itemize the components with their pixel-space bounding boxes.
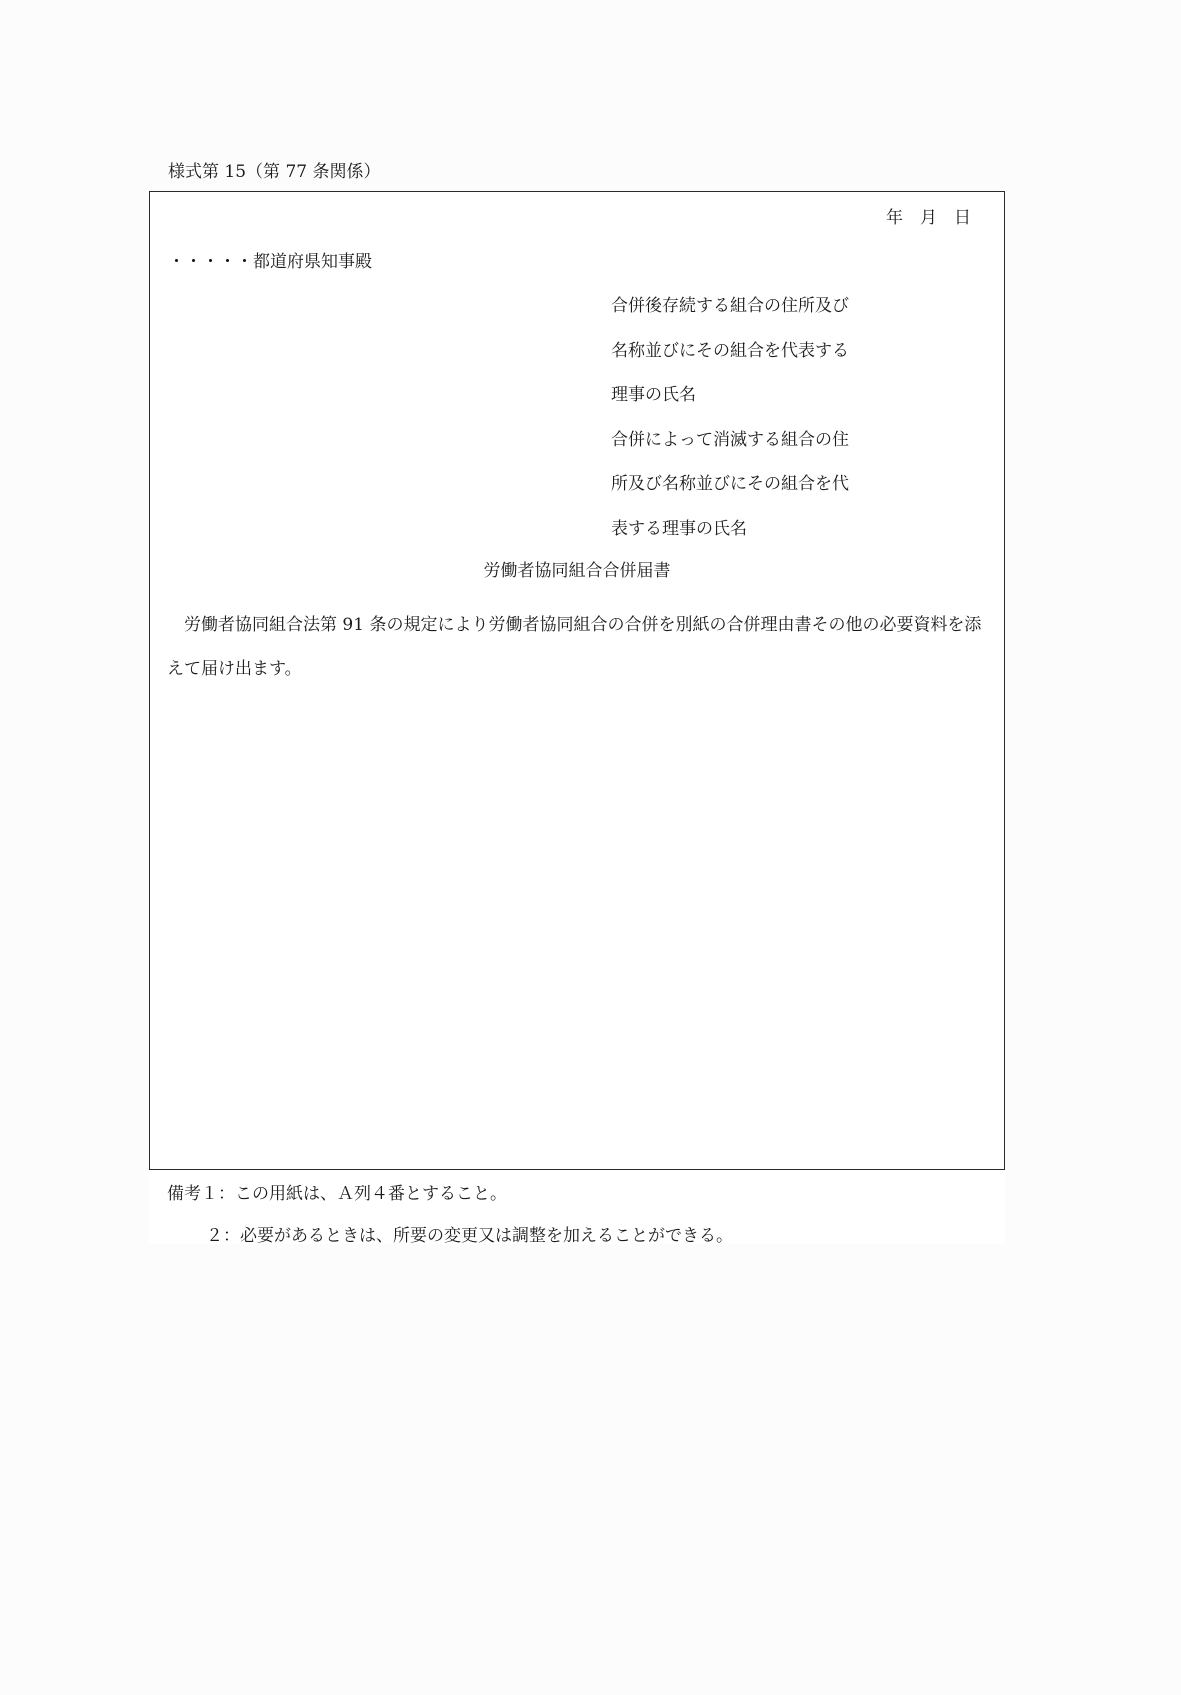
document-title: 労働者協同組合合併届書 [483, 561, 671, 581]
applicant-line: 理事の氏名 [611, 385, 696, 405]
form-frame [149, 191, 1005, 1170]
notes-section [149, 1170, 1005, 1244]
applicant-block [611, 294, 971, 561]
form-number: 様式第 15（第 77 条関係） [168, 162, 381, 182]
applicant-line: 合併によって消滅する組合の住 [611, 429, 849, 450]
applicant-line: 名称並びにその組合を代表する [611, 340, 849, 361]
note-line: 備考１：この用紙は、Ａ列４番とすること。 [167, 1184, 507, 1204]
applicant-line: 合併後存続する組合の住所及び [611, 296, 849, 316]
applicant-line: 所及び名称並びにその組合を代 [611, 474, 849, 494]
note-line: ２：必要があるときは、所要の変更又は調整を加えることができる。 [206, 1226, 733, 1246]
date-line: 年 月 日 [886, 208, 971, 228]
addressee: ・・・・・都道府県知事殿 [168, 252, 372, 272]
applicant-line: 表する理事の氏名 [611, 518, 747, 539]
body-text: 労働者協同組合法第 91 条の規定により労働者協同組合の合併を別紙の合併理由書その他の必要資料を添えて届け出ます。 [167, 615, 982, 679]
